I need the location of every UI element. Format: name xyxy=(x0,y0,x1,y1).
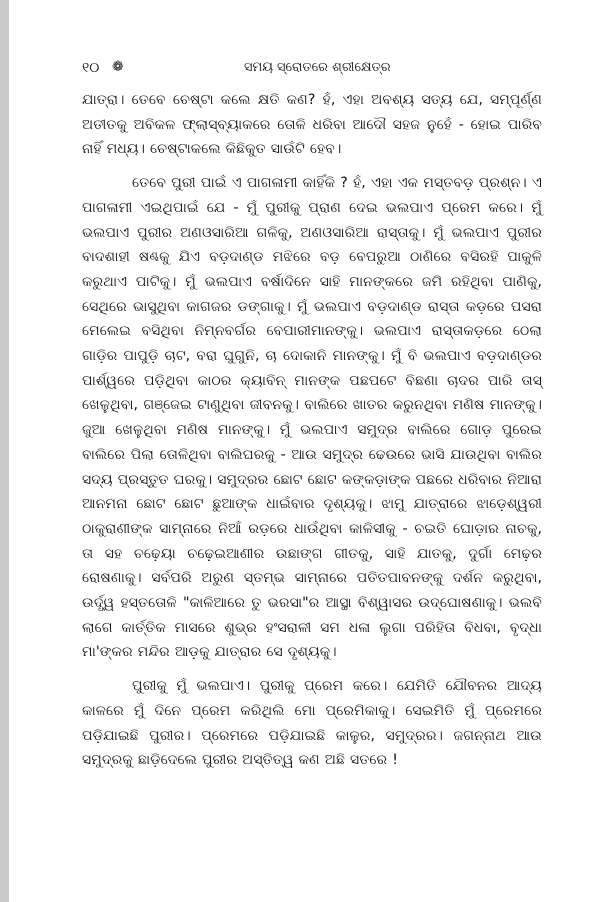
running-header xyxy=(82,60,542,88)
body-text xyxy=(82,88,542,773)
book-page xyxy=(82,60,542,782)
paragraph-3: ପୁରୀକୁ ମୁଁ ଭଲପାଏ। ପୁରୀକୁ ପ୍ରେମ କରେ। ଯେମିତି ଯୌବନର ଆଦ୍ୟ କାଳରେ ମୁଁ ଦିନେ ପ୍ରେମ କରିଥିଲି ମୋ ପ୍ରେମିକାକୁ। ସେଇମିତି ମୁଁ ପ୍ରେମରେ ପଡ଼ିଯାଇଛି ପୁରୀର। ପ୍ରେମରେ ପଡ଼ିଯାଇଛି କାଳୁର, ସମୁଦ୍ରର। ଜଗନ୍ନାଥ ଆଉ ସମୁଦ୍ରକୁ ଛାଡ଼ିଦେଲେ ପୁରୀର ଅସ୍ତିତ୍ୱ କଣ ଅଛି ସତରେ ! xyxy=(82,678,542,769)
flower-ornament-icon: ❁ xyxy=(112,59,124,75)
page-edge-strip xyxy=(0,0,9,902)
book-title-header: ସମୟ ସ୍ରୋତରେ ଶ୍ରୀକ୍ଷେତ୍ର xyxy=(244,60,391,75)
page-number: ୧୦ xyxy=(82,60,100,76)
paragraph-2: ତେବେ ପୁରୀ ପାଇଁ ଏ ପାଗଳାମୀ କାହିଁକି ? ହଁ, ଏହା ଏକ ମସ୍ତବଡ଼ ପ୍ରଶ୍ନ। ଏ ପାଗଳାମୀ ଏଇଥିପାଇଁ ଯେ - ମୁଁ ପୁରୀକୁ ପ୍ରାଣ ଦେଇ ଭଲପାଏ ପ୍ରେମ କରେ। ମୁଁ ଭଲପାଏ ପୁରୀର ଅଣଓସାରିଆ ଗଳିକୁ, ଅଣଓସାରିଆ ରାସ୍ତାକୁ। ମୁଁ ଭଲପାଏ ପୁରୀର ବାଦଶାହୀ ଷଣ୍ଢକୁ ଯିଏ ବଡ଼ଦାଣ୍ଡ ମଝିରେ ବଡ଼ ବେପରୁଆ ଠାଣିରେ ବସିରହି ପାକୁଳି କରୁଥାଏ ପାଟିକୁ। ମୁଁ ଭଲପାଏ ବର୍ଷାଦିନେ ସାହି ମାନଙ୍କରେ ଜମି ରହିଥିବା ପାଣିକୁ, ସେଥିରେ ଭାସୁଥିବା କାଗଜର ଡଙ୍ଗାକୁ। ମୁଁ ଭଲପାଏ ବଡ଼ଦାଣ୍ଡ ରାସ୍ତା କଡ଼ରେ ପସରା ମେଲେଇ ବସିଥିବା ନିମ୍ନବର୍ଗର ବେପାରୀମାନଙ୍କୁ। ଭଲପାଏ ରାସ୍ତାକଡ଼ରେ ଠେଲା ଗାଡ଼ିର ପାପୁଡ଼ି ଚାଟ, ବରା ଘୁଗୁନି, ଚା ଦୋକାନି ମାନଙ୍କୁ। ମୁଁ ବି ଭଲପାଏ ବଡ଼ଦାଣ୍ଡର ପାର୍ଶ୍ୱରେ ପଡ଼ିଥିବା କାଠର କ୍ୟାବିନ୍ ମାନଙ୍କ ପଛପଟେ ବିଛଣା ଚାଦର ପାରି ତାସ୍ ଖେଳୁଥିବା, ଗଞ୍ଜେଇ ଟାଣୁଥିବା ଜୀବନକୁ। ବାଲିରେ ଖାତର କରୁନଥିବା ମଣିଷ ମାନଙ୍କୁ। ଜୁଆ ଖେଳୁଥିବା ମଣିଷ ମାନଙ୍କୁ। ମୁଁ ଭଲପାଏ ସମୁଦ୍ର ବାଲିରେ ଗୋଡ଼ ପୁରେଇ ବାଲିରେ ପିଲା ତୋଳିଥିବା ବାଲିଘରକୁ - ଆଉ ସମୁଦ୍ର ଢେଉରେ ଭାସି ଯାଉଥିବା ବାଲିର ସଦ୍ୟ ପ୍ରସ୍ତୁତ ଘରକୁ। ସମୁଦ୍ରର ଛୋଟ ଛୋଟ କଙ୍କଡ଼ାଙ୍କ ପଛରେ ଧରିବାର ନିଆରା ଆନମନା ଛୋଟ ଛୋଟ ଛୁଆଙ୍କ ଧାଇଁବାର ଦୃଶ୍ୟକୁ। ଝାମୁ ଯାତ୍ରାରେ ଝାଡ଼େଶ୍ୱରୀ ଠାକୁରାଣୀଙ୍କ ସାମ୍ନାରେ ନିଆଁ ରଡ଼ରେ ଧାଉଁଥିବା କାଳିସୀକୁ - ଚଇତି ଘୋଡ଼ାର ନାଚକୁ, ତା ସହ ଚଢ଼େୟା ଚଢ଼େଇଆଣୀର ଉଛାଙ୍ଗ ଗୀତକୁ, ସାହି ଯାତକୁ, ଦୁର୍ଗା ମେଢ଼ର ରୋଷଣାକୁ। ସର୍ବପରି ଅରୁଣ ସ୍ତମ୍ଭ ସାମ୍ନାରେ ପତିତପାବନଙ୍କୁ ଦର୍ଶନ କରୁଥିବା, ଉର୍ଦ୍ଧ୍ୱ ହସ୍ତତୋଳି "କାଳିଆରେ ତୁ ଭରସା"ର ଆସ୍ଥା ବିଶ୍ୱାସର ଉଦ୍‌ଘୋଷଣାକୁ। ଭଲବି ଲାଗେ କାର୍ତ୍ତିକ ମାସରେ ଶୁଭ୍ର ହଂସରାଳୀ ସମ ଧଳା ଲୁଗା ପରିହିତା ବିଧବା, ବୃଦ୍ଧା ମା'ଙ୍କର ମନ୍ଦିର ଆଡ଼କୁ ଯାତ୍ରାର ସେ ଦୃଶ୍ୟକୁ। xyxy=(82,175,542,661)
paragraph-1: ଯାତ୍ରା। ତେବେ ଚେଷ୍ଟା କଲେ କ୍ଷତି କଣ? ହଁ, ଏହା ଅବଶ୍ୟ ସତ୍ୟ ଯେ, ସମ୍ପୂର୍ଣ୍ଣ ଅତୀତକୁ ଅବିକଳ ଫ୍ଲାସ୍‌ବ୍ୟାକରେ ତୋଳି ଧରିବା ଆଦୌ ସହଜ ନୁହେଁ - ହୋଇ ପାରିବ ନାହିଁ ମଧ୍ୟ। ଚେଷ୍ଟାକଲେ କିଛିକୁତ ସାଉଁଟି ହେବ। xyxy=(82,92,542,158)
